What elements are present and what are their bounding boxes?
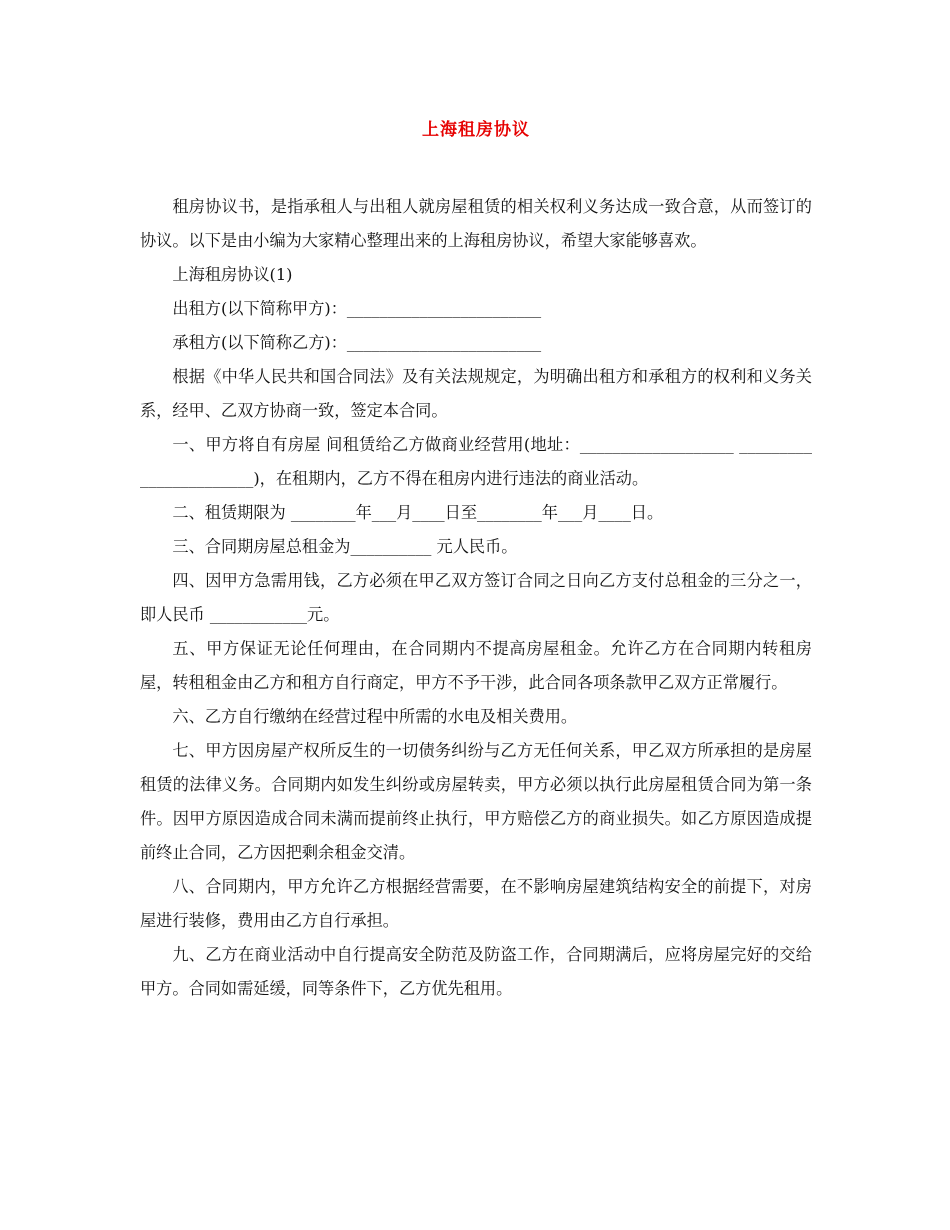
clause-9: 九、乙方在商业活动中自行提高安全防范及防盗工作，合同期满后，应将房屋完好的交给甲方。合同如需延缓，同等条件下，乙方优先租用。 [140,945,812,998]
clause-8: 八、合同期内，甲方允许乙方根据经营需要，在不影响房屋建筑结构安全的前提下，对房屋进行装修，费用由乙方自行承担。 [140,877,812,930]
intro-paragraph: 租房协议书，是指承租人与出租人就房屋租赁的相关权利义务达成一致合意，从而签订的协议。以下是由小编为大家精心整理出来的上海租房协议，希望大家能够喜欢。 [140,197,812,250]
basis-paragraph: 根据《中华人民共和国合同法》及有关法规规定，为明确出租方和承租方的权利和义务关系，经甲、乙双方协商一致，签定本合同。 [140,367,812,420]
lessee-line: 承租方(以下简称乙方)：________________________ [172,333,542,352]
clause-2: 二、租赁期限为 ________年___月____日至________年___月____日。 [172,503,664,522]
lessor-line: 出租方(以下简称甲方)：________________________ [172,299,542,318]
clause-1: 一、甲方将自有房屋 间租赁给乙方做商业经营用(地址：___________________ _______________________)，在租期内，乙方不得在租房内进行违法的商业活动。 [140,435,812,488]
clause-7: 七、甲方因房屋产权所反生的一切债务纠纷与乙方无任何关系，甲乙双方所承担的是房屋租赁的法律义务。合同期内如发生纠纷或房屋转卖，甲方必须以执行此房屋租赁合同为第一条件。因甲方原因造成合同未满而提前终止执行，甲方赔偿乙方的商业损失。如乙方原因造成提前终止合同，乙方因把剩余租金交清。 [140,741,812,862]
document-title: 上海租房协议 [422,120,530,140]
section-heading: 上海租房协议(1) [172,265,293,284]
clause-5: 五、甲方保证无论任何理由，在合同期内不提高房屋租金。允许乙方在合同期内转租房屋，转租租金由乙方和租方自行商定，甲方不予干涉，此合同各项条款甲乙双方正常履行。 [140,639,812,692]
clause-3: 三、合同期房屋总租金为__________ 元人民币。 [172,537,518,556]
document-page [140,118,812,1006]
clause-6: 六、乙方自行缴纳在经营过程中所需的水电及相关费用。 [172,707,578,726]
clause-4: 四、因甲方急需用钱，乙方必须在甲乙双方签订合同之日向乙方支付总租金的三分之一，即人民币 ____________元。 [140,571,812,624]
